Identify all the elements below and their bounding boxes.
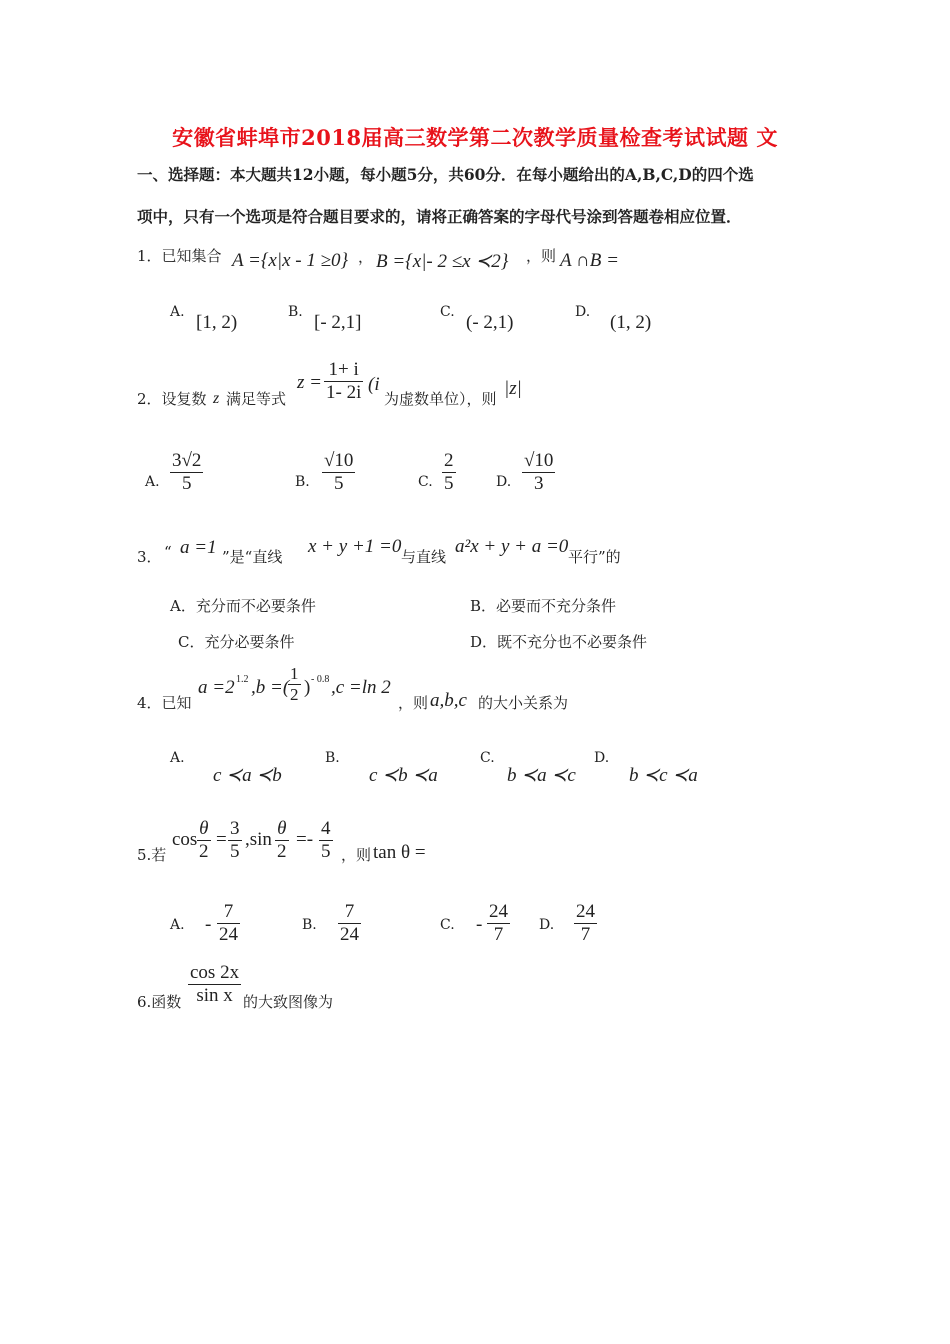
q1-stem: 1．已知集合 — [137, 247, 222, 265]
q3-condition: a =1 — [180, 537, 217, 558]
q2-option-b-value — [322, 450, 355, 495]
q5-option-a-label: A. — [170, 917, 185, 933]
q5-value-cos — [228, 818, 242, 863]
q3-option-a-text: 充分而不必要条件 — [195, 597, 316, 615]
q5-stem: 5.若 — [137, 846, 167, 864]
q5-option-a-sign: - — [205, 914, 212, 935]
q1-option-c-value: (- 2,1) — [466, 312, 514, 333]
q5-value-sin — [319, 818, 333, 863]
q5-two-2: 2 — [277, 841, 287, 862]
q4-tail: 的大小关系为 — [478, 694, 569, 712]
q5-option-c-value — [487, 901, 510, 946]
q1-question: A ∩B = — [560, 250, 619, 271]
q1-option-b-value: [- 2,1] — [314, 312, 362, 333]
q5-option-d-label: D. — [539, 917, 555, 933]
q5-option-c-label: C. — [440, 917, 455, 933]
q3-line-1: x + y +1 =0 — [308, 536, 402, 557]
q3-option-c — [178, 631, 295, 652]
q5-option-b-value — [338, 901, 361, 946]
q4-stem: 4．已知 — [137, 694, 192, 712]
q4-exp-a: 1.2 — [236, 674, 249, 685]
q2-option-d-value — [522, 450, 555, 495]
q4-fraction-denominator: 2 — [290, 685, 299, 704]
q3-mid: 与直线 — [401, 548, 447, 566]
q2-option-a-numerator: 3√2 — [172, 450, 202, 471]
q2-abs-z: |z| — [504, 378, 522, 399]
q1-option-c-label: C. — [440, 304, 455, 320]
q6-function-fraction — [188, 962, 241, 1007]
q4-option-a-value: c ≺a ≺b — [213, 765, 282, 786]
q4-expr-b: ,b =( — [251, 677, 290, 698]
q5-option-c-sign: - — [476, 914, 483, 935]
q2-fraction — [324, 359, 363, 404]
q6-stem: 6.函数 — [137, 993, 182, 1011]
section-instructions-line-1: 一、选择题：本大题共12小题，每小题5分，共60分．在每小题给出的A,B,C,D的四个选 — [137, 165, 754, 184]
q5-option-b-denominator: 24 — [340, 924, 359, 945]
q3-stem: 3． — [137, 548, 162, 566]
q3-line-2: a²x + y + a =0 — [455, 536, 569, 557]
q5-then: ，则 — [341, 846, 372, 864]
section-instructions-line-2: 项中，只有一个选项是符合题目要求的，请将正确答案的字母代号涂到答题卷相应位置． — [137, 207, 742, 226]
q3-option-d-text: 既不充分也不必要条件 — [497, 633, 648, 651]
q5-option-d-denominator: 7 — [580, 924, 591, 945]
q1-option-b-label: B. — [288, 304, 303, 320]
q2-numerator: 1+ i — [324, 359, 363, 382]
q2-option-d-label: D. — [496, 474, 512, 490]
q4-option-d-label: D. — [594, 750, 610, 766]
q4-close-paren: ) — [304, 677, 311, 698]
q4-option-b-label: B. — [325, 750, 340, 766]
q1-option-d-label: D. — [575, 304, 591, 320]
q4-option-a-label: A. — [170, 750, 185, 766]
q2-option-c-value — [442, 450, 456, 495]
q5-question: tan θ = — [373, 842, 426, 863]
q3-option-d-label: D． — [470, 633, 498, 651]
q5-cos-denominator: 5 — [230, 841, 240, 862]
q5-option-a-denominator: 24 — [219, 924, 238, 945]
q6-tail: 的大致图像为 — [243, 993, 334, 1011]
q5-sin: ,sin — [245, 829, 272, 850]
q5-option-a-value — [217, 901, 240, 946]
q3-option-b-label: B． — [470, 597, 497, 615]
q1-set-b: B ={x|- 2 ≤x ≺2} — [376, 251, 509, 272]
q5-cos-numerator: 3 — [230, 818, 240, 839]
q3-option-c-text: 充分必要条件 — [204, 633, 295, 651]
q3-option-d — [470, 631, 647, 652]
q4-expr-c: ,c =ln 2 — [331, 677, 391, 698]
q2-option-c-numerator: 2 — [444, 450, 454, 471]
q2-lhs: z = — [297, 372, 322, 393]
q2-option-b-denominator: 5 — [333, 473, 344, 494]
q3-tail: 平行”的 — [568, 548, 621, 566]
q2-option-a-denominator: 5 — [181, 473, 192, 494]
q4-fraction-numerator: 1 — [290, 664, 299, 683]
q5-equals-2: =- — [296, 829, 314, 850]
q2-option-b-numerator: √10 — [324, 450, 354, 471]
q4-exp-b: - 0.8 — [311, 674, 330, 685]
q5-equals-1: = — [216, 829, 227, 850]
q6-numerator: cos 2x — [190, 962, 240, 983]
q5-option-d-numerator: 24 — [576, 901, 595, 922]
q6-denominator: sin x — [196, 985, 233, 1006]
q5-half-theta-2 — [275, 818, 289, 863]
q4-expr-a: a =2 — [198, 677, 235, 698]
q4-option-b-value: c ≺b ≺a — [369, 765, 438, 786]
q4-vars: a,b,c — [430, 690, 467, 711]
q1-option-a-label: A. — [170, 304, 185, 320]
q2-note: 为虚数单位），则 — [384, 390, 497, 408]
q3-option-b — [470, 595, 616, 616]
q5-option-a-numerator: 7 — [217, 901, 240, 924]
q1-sep: ， — [358, 248, 374, 266]
q5-cos: cos — [172, 829, 198, 850]
q5-option-b-label: B. — [302, 917, 317, 933]
q2-variable-z: z — [213, 390, 220, 407]
page-title: 安徽省蚌埠市2018届高三数学第二次教学质量检查考试试题 文 — [172, 125, 778, 150]
q2-option-d-numerator: √10 — [524, 450, 554, 471]
q5-theta-2: θ — [275, 818, 289, 841]
q5-sin-denominator: 5 — [321, 841, 331, 862]
q2-denominator: 1- 2i — [326, 382, 362, 403]
q2-mid: 满足等式 — [226, 390, 287, 408]
q5-sin-numerator: 4 — [321, 818, 331, 839]
q4-option-d-value: b ≺c ≺a — [629, 765, 698, 786]
q3-option-c-label: C． — [178, 633, 205, 651]
q4-fraction — [288, 664, 301, 705]
q2-stem: 2．设复数 — [137, 390, 207, 408]
q3-option-a-label: A． — [170, 597, 196, 615]
q2-option-b-label: B. — [295, 474, 310, 490]
q2-option-a-label: A. — [145, 474, 160, 490]
q2-option-a-value — [170, 450, 203, 495]
q2-option-c-denominator: 5 — [444, 473, 454, 494]
q3-quote-close: ”是“直线 — [222, 548, 283, 566]
q3-quote-open: “ — [164, 543, 172, 561]
q5-option-c-denominator: 7 — [493, 924, 504, 945]
q1-option-a-value: [1, 2) — [196, 312, 238, 333]
q1-then: ，则 — [526, 247, 557, 265]
q2-paren: (i — [368, 374, 380, 395]
q5-half-theta-1 — [197, 818, 211, 863]
q4-option-c-value: b ≺a ≺c — [507, 765, 576, 786]
q2-option-d-denominator: 3 — [533, 473, 544, 494]
q1-set-a: A ={x|x - 1 ≥0} — [232, 250, 349, 271]
q3-option-a — [170, 595, 316, 616]
q5-option-d-value — [574, 901, 597, 946]
q4-then: ，则 — [398, 694, 429, 712]
q5-option-b-numerator: 7 — [338, 901, 361, 924]
q2-option-c-label: C. — [418, 474, 433, 490]
q4-option-c-label: C. — [480, 750, 495, 766]
q5-two-1: 2 — [199, 841, 209, 862]
q5-theta-1: θ — [197, 818, 211, 841]
q1-option-d-value: (1, 2) — [610, 312, 652, 333]
q5-option-c-numerator: 24 — [489, 901, 508, 922]
q3-option-b-text: 必要而不充分条件 — [496, 597, 617, 615]
